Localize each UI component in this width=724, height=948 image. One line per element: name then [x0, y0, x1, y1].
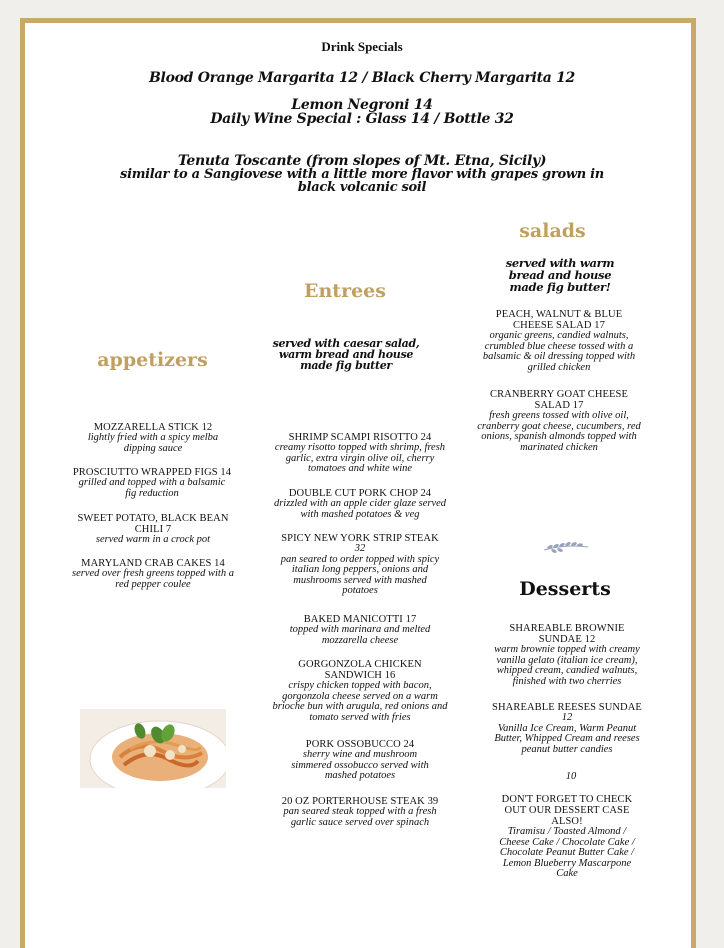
entree-name: SHRIMP SCAMPI RISOTTO 24 — [288, 432, 432, 443]
salad-name: CRANBERRY GOAT CHEESE SALAD 17 — [489, 389, 629, 411]
dessert-item — [486, 623, 648, 687]
drink-line-negroni: Lemon Negroni 14 — [291, 97, 433, 113]
entree-name: DOUBLE CUT PORK CHOP 24 — [288, 488, 432, 499]
appetizers-heading: appetizers — [97, 349, 208, 371]
entrees-heading: Entrees — [304, 280, 386, 302]
entree-price: 32 — [354, 543, 366, 554]
entree-name: PORK OSSOBUCCO 24 — [305, 739, 415, 750]
entree-item — [272, 488, 448, 520]
entree-name: SPICY NEW YORK STRIP STEAK — [281, 533, 439, 544]
entree-name: 20 OZ PORTERHOUSE STEAK 39 — [281, 796, 439, 807]
entree-item — [272, 432, 448, 475]
appetizer-desc: served over fresh greens topped with a red pepper coulee — [72, 568, 234, 590]
drink-line-wine-special: Daily Wine Special : Glass 14 / Bottle 32 — [210, 111, 514, 127]
dessert-price: 12 — [561, 712, 573, 723]
entree-desc: creamy risotto topped with shrimp, fresh garlic, extra virgin olive oil, cherry tomatoes and white wine — [274, 442, 446, 474]
entree-desc: drizzled with an apple cider glaze served with mashed potatoes & veg — [273, 498, 447, 520]
drink-line-margaritas: Blood Orange Margarita 12 / Black Cherry Margarita 12 — [149, 70, 575, 86]
dessert-case — [492, 794, 642, 880]
appetizer-desc: served warm in a crock pot — [95, 534, 211, 545]
entree-item — [272, 739, 448, 782]
salad-desc: organic greens, candied walnuts, crumbled blue cheese tossed with a balsamic & oil dressing topped with grilled chicken — [482, 330, 636, 373]
appetizer-name: MOZZARELLA STICK 12 — [93, 422, 213, 433]
drink-specials-title: Drink Specials — [321, 39, 403, 54]
appetizer-name: PROSCIUTTO WRAPPED FIGS 14 — [72, 467, 232, 478]
entree-name: BAKED MANICOTTI 17 — [303, 614, 417, 625]
salads-note: served with warm bread and house made fig butter! — [505, 256, 615, 294]
dessert-standalone-price: 10 — [565, 771, 577, 782]
salad-item — [476, 310, 642, 373]
entree-name: GORGONZOLA CHICKEN SANDWICH 16 — [298, 659, 422, 681]
dessert-case-title: DON'T FORGET TO CHECK OUT OUR DESSERT CASE ALSO! — [501, 794, 633, 827]
desserts-heading: Desserts — [519, 578, 611, 600]
appetizer-item — [66, 558, 240, 590]
salad-item — [474, 390, 644, 453]
entree-desc: crispy chicken topped with bacon, gorgonzola cheese served on a warm brioche bun with arugula, red onions and tomato served with fries — [272, 680, 448, 723]
dessert-name: SHAREABLE BROWNIE SUNDAE 12 — [509, 623, 625, 645]
salads-heading: salads — [519, 220, 586, 242]
dessert-name: SHAREABLE REESES SUNDAE — [492, 702, 642, 713]
entree-desc: sherry wine and mushroom simmered ossobucco served with mashed potatoes — [291, 749, 429, 781]
pasta-dish-photo — [80, 709, 226, 788]
laurel-sprig-icon — [542, 538, 590, 558]
entree-item — [268, 796, 452, 828]
entree-desc: pan seared steak topped with a fresh garlic sauce served over spinach — [283, 806, 437, 828]
entree-desc: topped with marinara and melted mozzarella cheese — [289, 624, 431, 646]
appetizer-item — [62, 467, 242, 499]
dessert-item — [486, 702, 648, 755]
appetizer-name: SWEET POTATO, BLACK BEAN CHILI 7 — [77, 513, 229, 535]
entree-item — [272, 533, 448, 597]
appetizer-desc: grilled and topped with a balsamic fig reduction — [78, 477, 226, 499]
dessert-desc: Vanilla Ice Cream, Warm Peanut Butter, Whipped Cream and reeses peanut butter candies — [494, 722, 640, 755]
appetizer-item — [68, 513, 238, 546]
appetizer-name: MARYLAND CRAB CAKES 14 — [81, 558, 225, 569]
dessert-case-desc: Tiramisu / Toasted Almond / Cheese Cake / Chocolate Cake / Chocolate Peanut Butter Cake / Lemon Blueberry Mascarpone Cake — [499, 826, 635, 879]
dessert-desc: warm brownie topped with creamy vanilla gelato (italian ice cream), whipped cream, candied walnuts, finished with two cherries — [494, 644, 640, 687]
entree-desc: pan seared to order topped with spicy italian long peppers, onions and mushrooms served with mashed potatoes — [280, 553, 440, 596]
appetizer-item — [68, 422, 238, 454]
entree-item — [272, 614, 448, 646]
drink-line-wine-name: Tenuta Toscante (from slopes of Mt. Etna, Sicily) — [177, 153, 547, 169]
drink-line-wine-desc: similar to a Sangiovese with a little more flavor with grapes grown in black volcanic soil — [120, 167, 604, 195]
salad-name: PEACH, WALNUT & BLUE CHEESE SALAD 17 — [495, 309, 623, 331]
appetizer-desc: lightly fried with a spicy melba dipping sauce — [87, 432, 219, 454]
entree-item — [272, 659, 448, 723]
salad-desc: fresh greens tossed with olive oil, cranberry goat cheese, cucumbers, red onions, spanish almonds topped with marinated chicken — [477, 410, 641, 453]
entrees-note: served with caesar salad, warm bread and house made fig butter — [272, 337, 420, 372]
